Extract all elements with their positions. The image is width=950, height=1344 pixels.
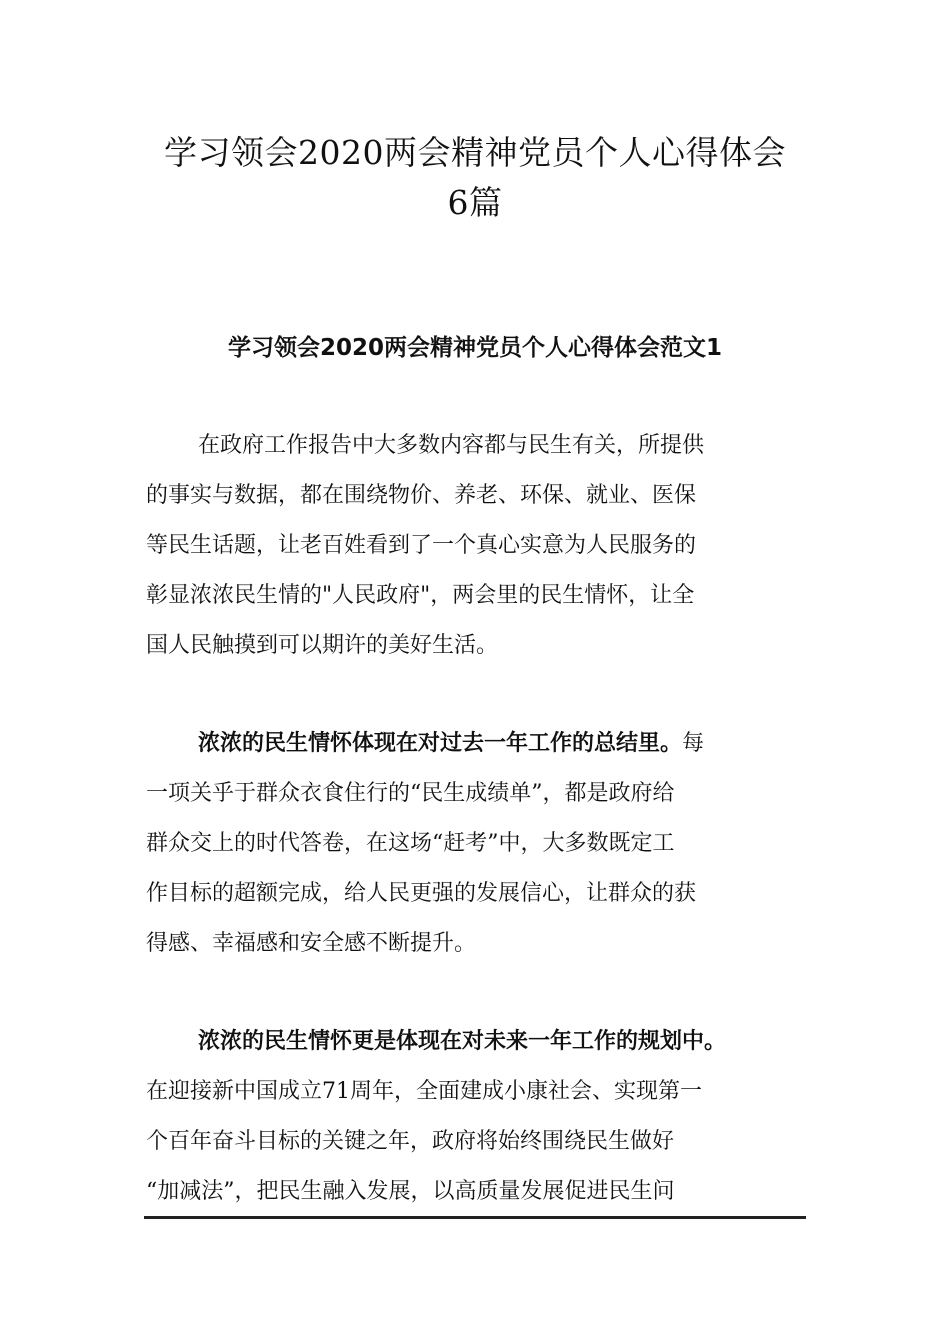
paragraph-line: 个百年奋斗目标的关键之年，政府将始终围绕民生做好: [146, 1129, 675, 1154]
paragraph-bold-lead: 浓浓的民生情怀更是体现在对未来一年工作的规划中。: [198, 1029, 727, 1054]
paragraph-3: [146, 1017, 806, 1217]
paragraph-line: 一项关乎于群众衣食住行的“民生成绩单”，都是政府给: [146, 781, 675, 806]
paragraph-line: 的事实与数据，都在围绕物价、养老、环保、就业、医保: [146, 483, 697, 508]
paragraph-line: 在政府工作报告中大多数内容都与民生有关，所提供: [198, 433, 705, 458]
paragraph-line: 彰显浓浓民生情的"人民政府"，两会里的民生情怀，让全: [146, 583, 695, 608]
paragraph-line: 得感、幸福感和安全感不断提升。: [146, 931, 477, 956]
paragraph-bold-lead: 浓浓的民生情怀体现在对过去一年工作的总结里。: [198, 731, 683, 756]
paragraph-line-rest: 每: [682, 731, 705, 756]
paragraph-line: “加减法”，把民生融入发展，以高质量发展促进民生问: [146, 1179, 675, 1204]
paragraph-line: 国人民触摸到可以期许的美好生活。: [146, 633, 499, 658]
document-title: [100, 128, 850, 228]
paragraph-line: 等民生话题，让老百姓看到了一个真心实意为人民服务的: [146, 533, 697, 558]
paragraph-line: 作目标的超额完成，给人民更强的发展信心，让群众的获: [146, 881, 697, 906]
paragraph-1: [146, 421, 806, 671]
paragraph-line: 在迎接新中国成立71周年，全面建成小康社会、实现第一: [146, 1079, 702, 1104]
paragraph-first-line: [146, 719, 806, 769]
page-bottom-divider: [144, 1216, 806, 1219]
paragraph-line: 群众交上的时代答卷，在这场“赶考”中，大多数既定工: [146, 831, 675, 856]
document-title-line-2: 6篇: [447, 183, 503, 222]
section-heading: 学习领会2020两会精神党员个人心得体会范文1: [227, 335, 723, 361]
paragraph-first-line: [146, 1017, 806, 1067]
document-title-line-1: 学习领会2020两会精神党员个人心得体会: [164, 133, 786, 172]
paragraph-2: [146, 719, 806, 969]
